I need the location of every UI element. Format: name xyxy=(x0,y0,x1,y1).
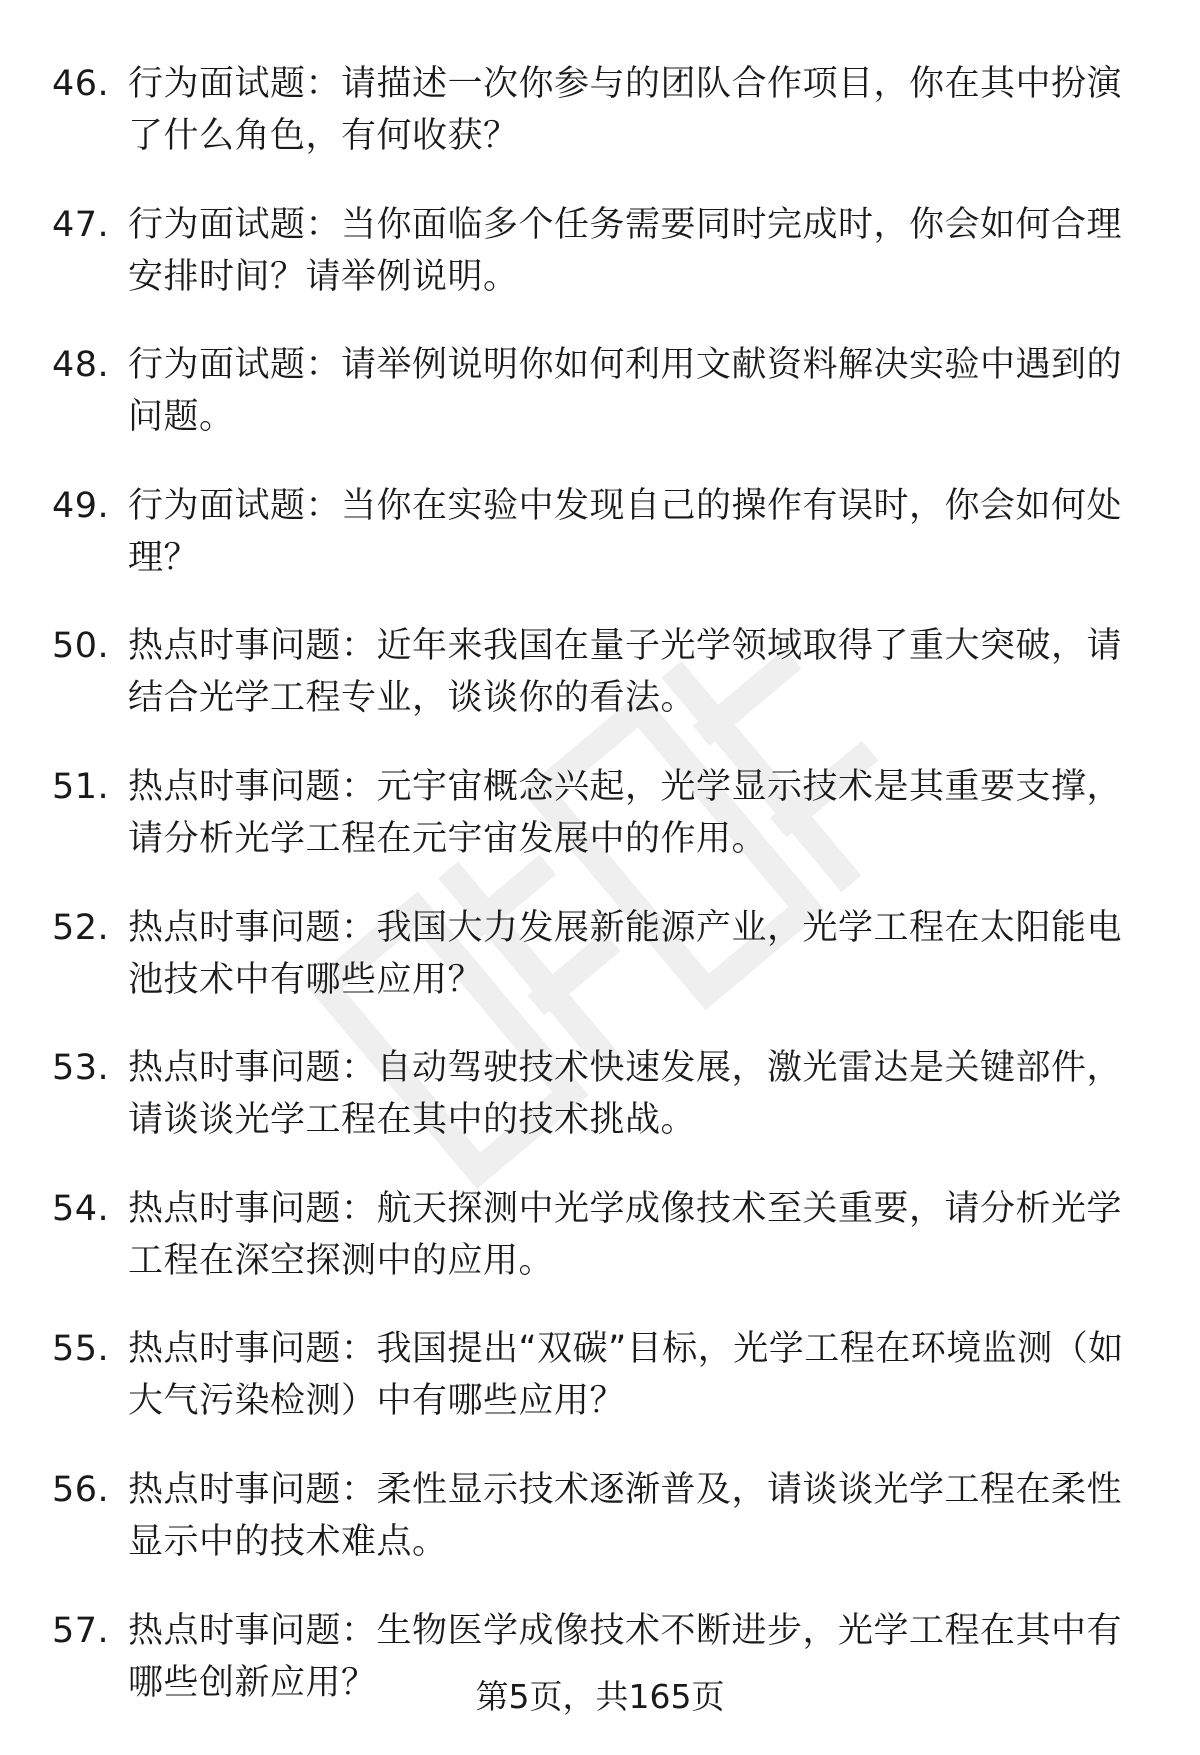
list-item xyxy=(52,339,1157,443)
question-text: 热点时事问题：自动驾驶技术快速发展，激光雷达是关键部件，请谈谈光学工程在其中的技术挑战。 xyxy=(128,1048,1123,1141)
question-number: 49. xyxy=(52,485,110,526)
question-number: 46. xyxy=(52,64,110,104)
question-text: 行为面试题：请举例说明你如何利用文献资料解决实验中遇到的问题。 xyxy=(128,345,1123,438)
question-text: 热点时事问题：近年来我国在量子光学领域取得了重大突破，请结合光学工程专业，谈谈你的看法。 xyxy=(128,626,1123,719)
page-footer xyxy=(0,1675,1200,1719)
list-item xyxy=(52,1042,1157,1146)
list-item xyxy=(52,480,1157,584)
question-text: 热点时事问题：航天探测中光学成像技术至关重要，请分析光学工程在深空探测中的应用。 xyxy=(128,1188,1123,1281)
list-item xyxy=(52,1183,1157,1287)
question-text: 行为面试题：请描述一次你参与的团队合作项目，你在其中扮演了什么角色，有何收获？ xyxy=(128,64,1123,156)
question-number: 55. xyxy=(52,1329,110,1370)
list-item xyxy=(52,761,1157,865)
list-item xyxy=(52,902,1157,1006)
question-list xyxy=(52,58,1157,1745)
question-text: 行为面试题：当你面临多个任务需要同时完成时，你会如何合理安排时间？请举例说明。 xyxy=(128,204,1123,297)
page-number-label: 第5页，共165页 xyxy=(475,1677,725,1716)
question-number: 52. xyxy=(52,907,110,948)
question-text: 热点时事问题：柔性显示技术逐渐普及，请谈谈光学工程在柔性显示中的技术难点。 xyxy=(128,1469,1123,1562)
question-text: 热点时事问题：我国提出“双碳”目标，光学工程在环境监测（如大气污染检测）中有哪些应用？ xyxy=(128,1329,1124,1422)
list-item xyxy=(52,58,1157,162)
question-number: 56. xyxy=(52,1469,110,1510)
question-text: 热点时事问题：元宇宙概念兴起，光学显示技术是其重要支撑，请分析光学工程在元宇宙发展中的作用。 xyxy=(128,766,1123,859)
question-number: 53. xyxy=(52,1048,110,1089)
list-item xyxy=(52,199,1157,303)
list-item xyxy=(52,1323,1157,1427)
question-text: 行为面试题：当你在实验中发现自己的操作有误时，你会如何处理？ xyxy=(128,485,1123,578)
question-number: 50. xyxy=(52,626,110,667)
list-item xyxy=(52,1464,1157,1568)
question-number: 57. xyxy=(52,1610,110,1651)
question-text: 热点时事问题：我国大力发展新能源产业，光学工程在太阳能电池技术中有哪些应用？ xyxy=(128,907,1123,1000)
question-number: 48. xyxy=(52,345,110,386)
list-item xyxy=(52,620,1157,724)
question-text: 热点时事问题：生物医学成像技术不断进步，光学工程在其中有哪些创新应用？ xyxy=(128,1610,1123,1703)
question-number: 51. xyxy=(52,766,110,807)
question-number: 54. xyxy=(52,1188,110,1229)
question-number: 47. xyxy=(52,204,110,245)
